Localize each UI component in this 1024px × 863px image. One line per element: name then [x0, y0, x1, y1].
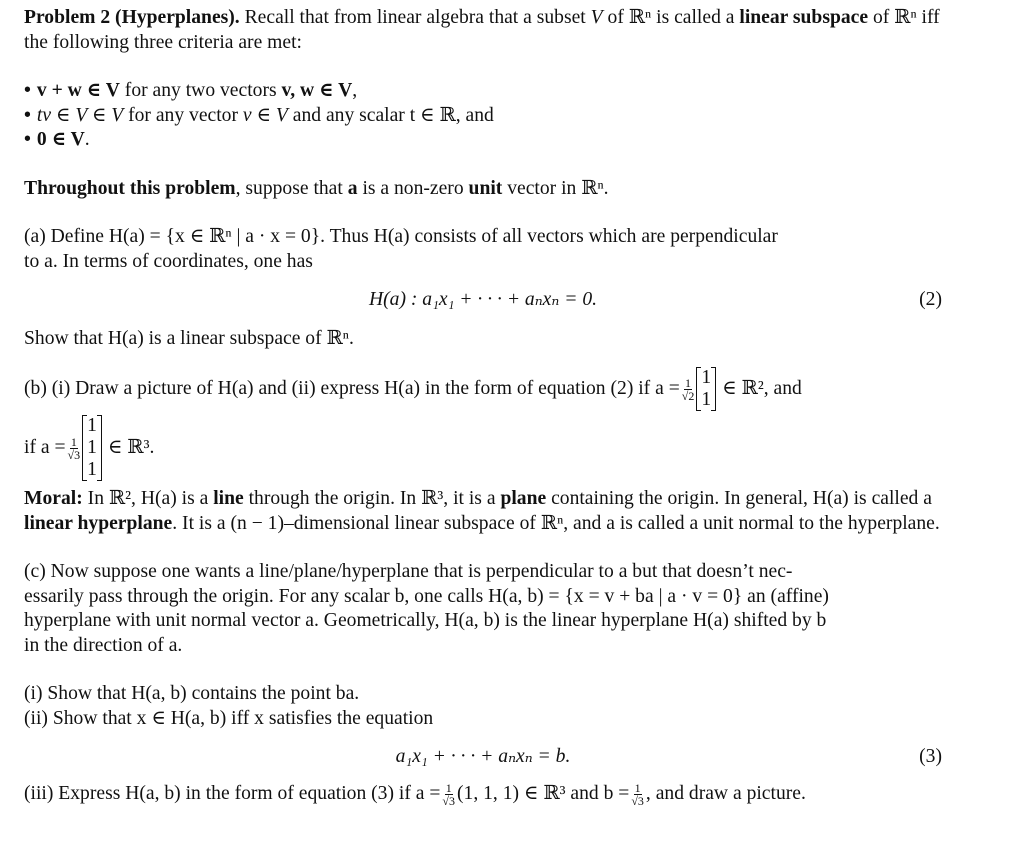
fraction-num: 1: [445, 780, 452, 795]
criterion-3-math: 0 ∈ V: [36, 129, 85, 150]
moral-text-3: containing the origin. In: [551, 488, 741, 509]
linear-subspace-term: linear subspace: [739, 7, 869, 28]
criterion-2-tail: and any scalar t ∈ ℝ, and: [287, 104, 494, 126]
part-c-line-1: (c) Now suppose one wants a line/plane/hyperplane that is perpendicular to a but that doesn’t nec-: [24, 561, 793, 582]
moral-plane-term: plane: [500, 488, 547, 509]
part-b-text-1: (b) (i) Draw a picture of H(a) and (ii) express H(a) in the form of equation (2) if a =: [24, 377, 680, 399]
fraction-1-over-sqrt3: [68, 436, 81, 461]
intro-text-1: Recall that from linear algebra that a subset: [244, 7, 586, 28]
part-c-iii: [24, 782, 942, 807]
criteria-list: [24, 79, 942, 153]
vector-3d-entry: 1: [87, 459, 97, 480]
part-c-iii-text-3: , and draw a picture.: [645, 782, 806, 804]
moral-label: Moral:: [24, 488, 83, 509]
intro-paragraph: [24, 6, 942, 55]
throughout-paragraph: [24, 177, 942, 202]
criterion-3: [24, 128, 942, 153]
fraction-den: √3: [67, 447, 81, 462]
moral-text-5: . It is a (n − 1)–dimensional linear subspace of ℝⁿ, and a: [172, 512, 615, 534]
criterion-1: [24, 79, 942, 104]
fraction-den: √2: [681, 388, 695, 403]
part-c-iii-text-2: (1, 1, 1) ∈ ℝ³ and b =: [457, 782, 630, 804]
criterion-1-math: v + w ∈ V: [36, 80, 120, 101]
fraction-num: 1: [70, 434, 77, 449]
part-a-show: Show that H(a) is a linear subspace of ℝⁿ.: [24, 327, 354, 349]
criterion-2: [24, 104, 942, 129]
intro-text-2: of: [607, 7, 624, 28]
criterion-1-text: for any two vectors: [119, 80, 282, 101]
equation-2: H(a) : a₁x₁ + · · · + aₙxₙ = 0.: [368, 289, 598, 310]
vector-2d-entry: 1: [701, 367, 712, 388]
problem-heading: Problem 2 (Hyperplanes).: [24, 7, 240, 28]
fraction-num: 1: [634, 780, 641, 795]
criterion-2-math: tv ∈ V ∈ V: [36, 104, 124, 126]
throughout-text-1: , suppose that: [235, 177, 343, 199]
criterion-2-math2: v ∈ V: [242, 104, 288, 126]
part-b-line-1: [24, 367, 942, 411]
throughout-text-3: vector in ℝⁿ.: [507, 177, 609, 199]
fraction-b: [631, 782, 644, 807]
moral-text-1: In ℝ², H(a) is a: [87, 488, 209, 509]
equation-3-number: (3): [919, 746, 942, 767]
criterion-2-text: for any vector: [123, 104, 243, 126]
part-b-if-a: if a =: [24, 436, 66, 458]
fraction-a: [442, 782, 455, 807]
linear-hyperplane-term: linear hyperplane: [24, 512, 173, 534]
part-a-line-1: (a) Define H(a) = {x ∈ ℝⁿ | a · x = 0}. Thus H(a) consists of all vectors which are perpendicular: [24, 226, 778, 247]
fraction-den: √3: [631, 793, 644, 808]
vector-3d-entry: 1: [87, 415, 97, 436]
fraction-1-over-sqrt2: [682, 377, 695, 402]
fraction-den: √3: [442, 793, 455, 808]
moral-text-4: general, H(a) is called a: [745, 488, 932, 509]
fraction-num: 1: [685, 375, 692, 390]
part-a-line-2: to a. In terms of coordinates, one has: [24, 250, 313, 272]
equation-3: a₁x₁ + · · · + aₙxₙ = b.: [395, 746, 571, 767]
intro-text-3: is called a: [656, 7, 735, 28]
equation-2-number: (2): [919, 289, 942, 310]
unit-term: unit: [468, 177, 503, 199]
moral-paragraph: [24, 487, 942, 536]
part-c-line-4: in the direction of a.: [24, 634, 183, 656]
intro-text-4: of ℝⁿ iff the following three criteria are met:: [24, 7, 940, 53]
intro-Rn: ℝⁿ: [628, 7, 652, 28]
vector-2d: [696, 367, 716, 411]
vector-2d-entry: 1: [701, 389, 712, 410]
vector-3d: [82, 415, 102, 481]
equation-2-row: [24, 288, 942, 313]
criterion-1-tail: ,: [352, 80, 358, 101]
throughout-label: Throughout this problem: [24, 177, 236, 199]
criterion-1-math2: v, w ∈ V: [281, 80, 353, 101]
part-b-line-2: [24, 415, 942, 481]
criterion-3-tail: .: [84, 129, 90, 150]
throughout-text-2: is a non-zero: [362, 177, 464, 199]
equation-3-row: [24, 745, 942, 770]
moral-line-term: line: [213, 488, 244, 509]
part-b-text-2-tail: ∈ ℝ³.: [107, 436, 155, 458]
moral-text-2: through the origin. In ℝ³, it is a: [248, 488, 496, 509]
part-b-text-1-tail: ∈ ℝ², and: [722, 377, 802, 399]
part-c-line-2: essarily pass through the origin. For any scalar b, one calls H(a, b) = {x = v + ba | a · v = 0} an (affine): [24, 585, 829, 607]
moral-text-6: is called a unit normal to the hyperplane.: [619, 512, 940, 534]
throughout-a: a: [347, 177, 358, 199]
part-c-i: (i) Show that H(a, b) contains the point ba.: [24, 683, 360, 704]
problem-page: [24, 4, 942, 807]
intro-V: V: [590, 7, 603, 28]
part-c-iii-text-1: (iii) Express H(a, b) in the form of equation (3) if a =: [24, 782, 441, 804]
part-c-ii: (ii) Show that x ∈ H(a, b) iff x satisfies the equation: [24, 707, 434, 729]
part-c-line-3: hyperplane with unit normal vector a. Geometrically, H(a, b) is the linear hyperplane H(a) shifted by b: [24, 610, 827, 631]
vector-3d-entry: 1: [87, 437, 97, 458]
